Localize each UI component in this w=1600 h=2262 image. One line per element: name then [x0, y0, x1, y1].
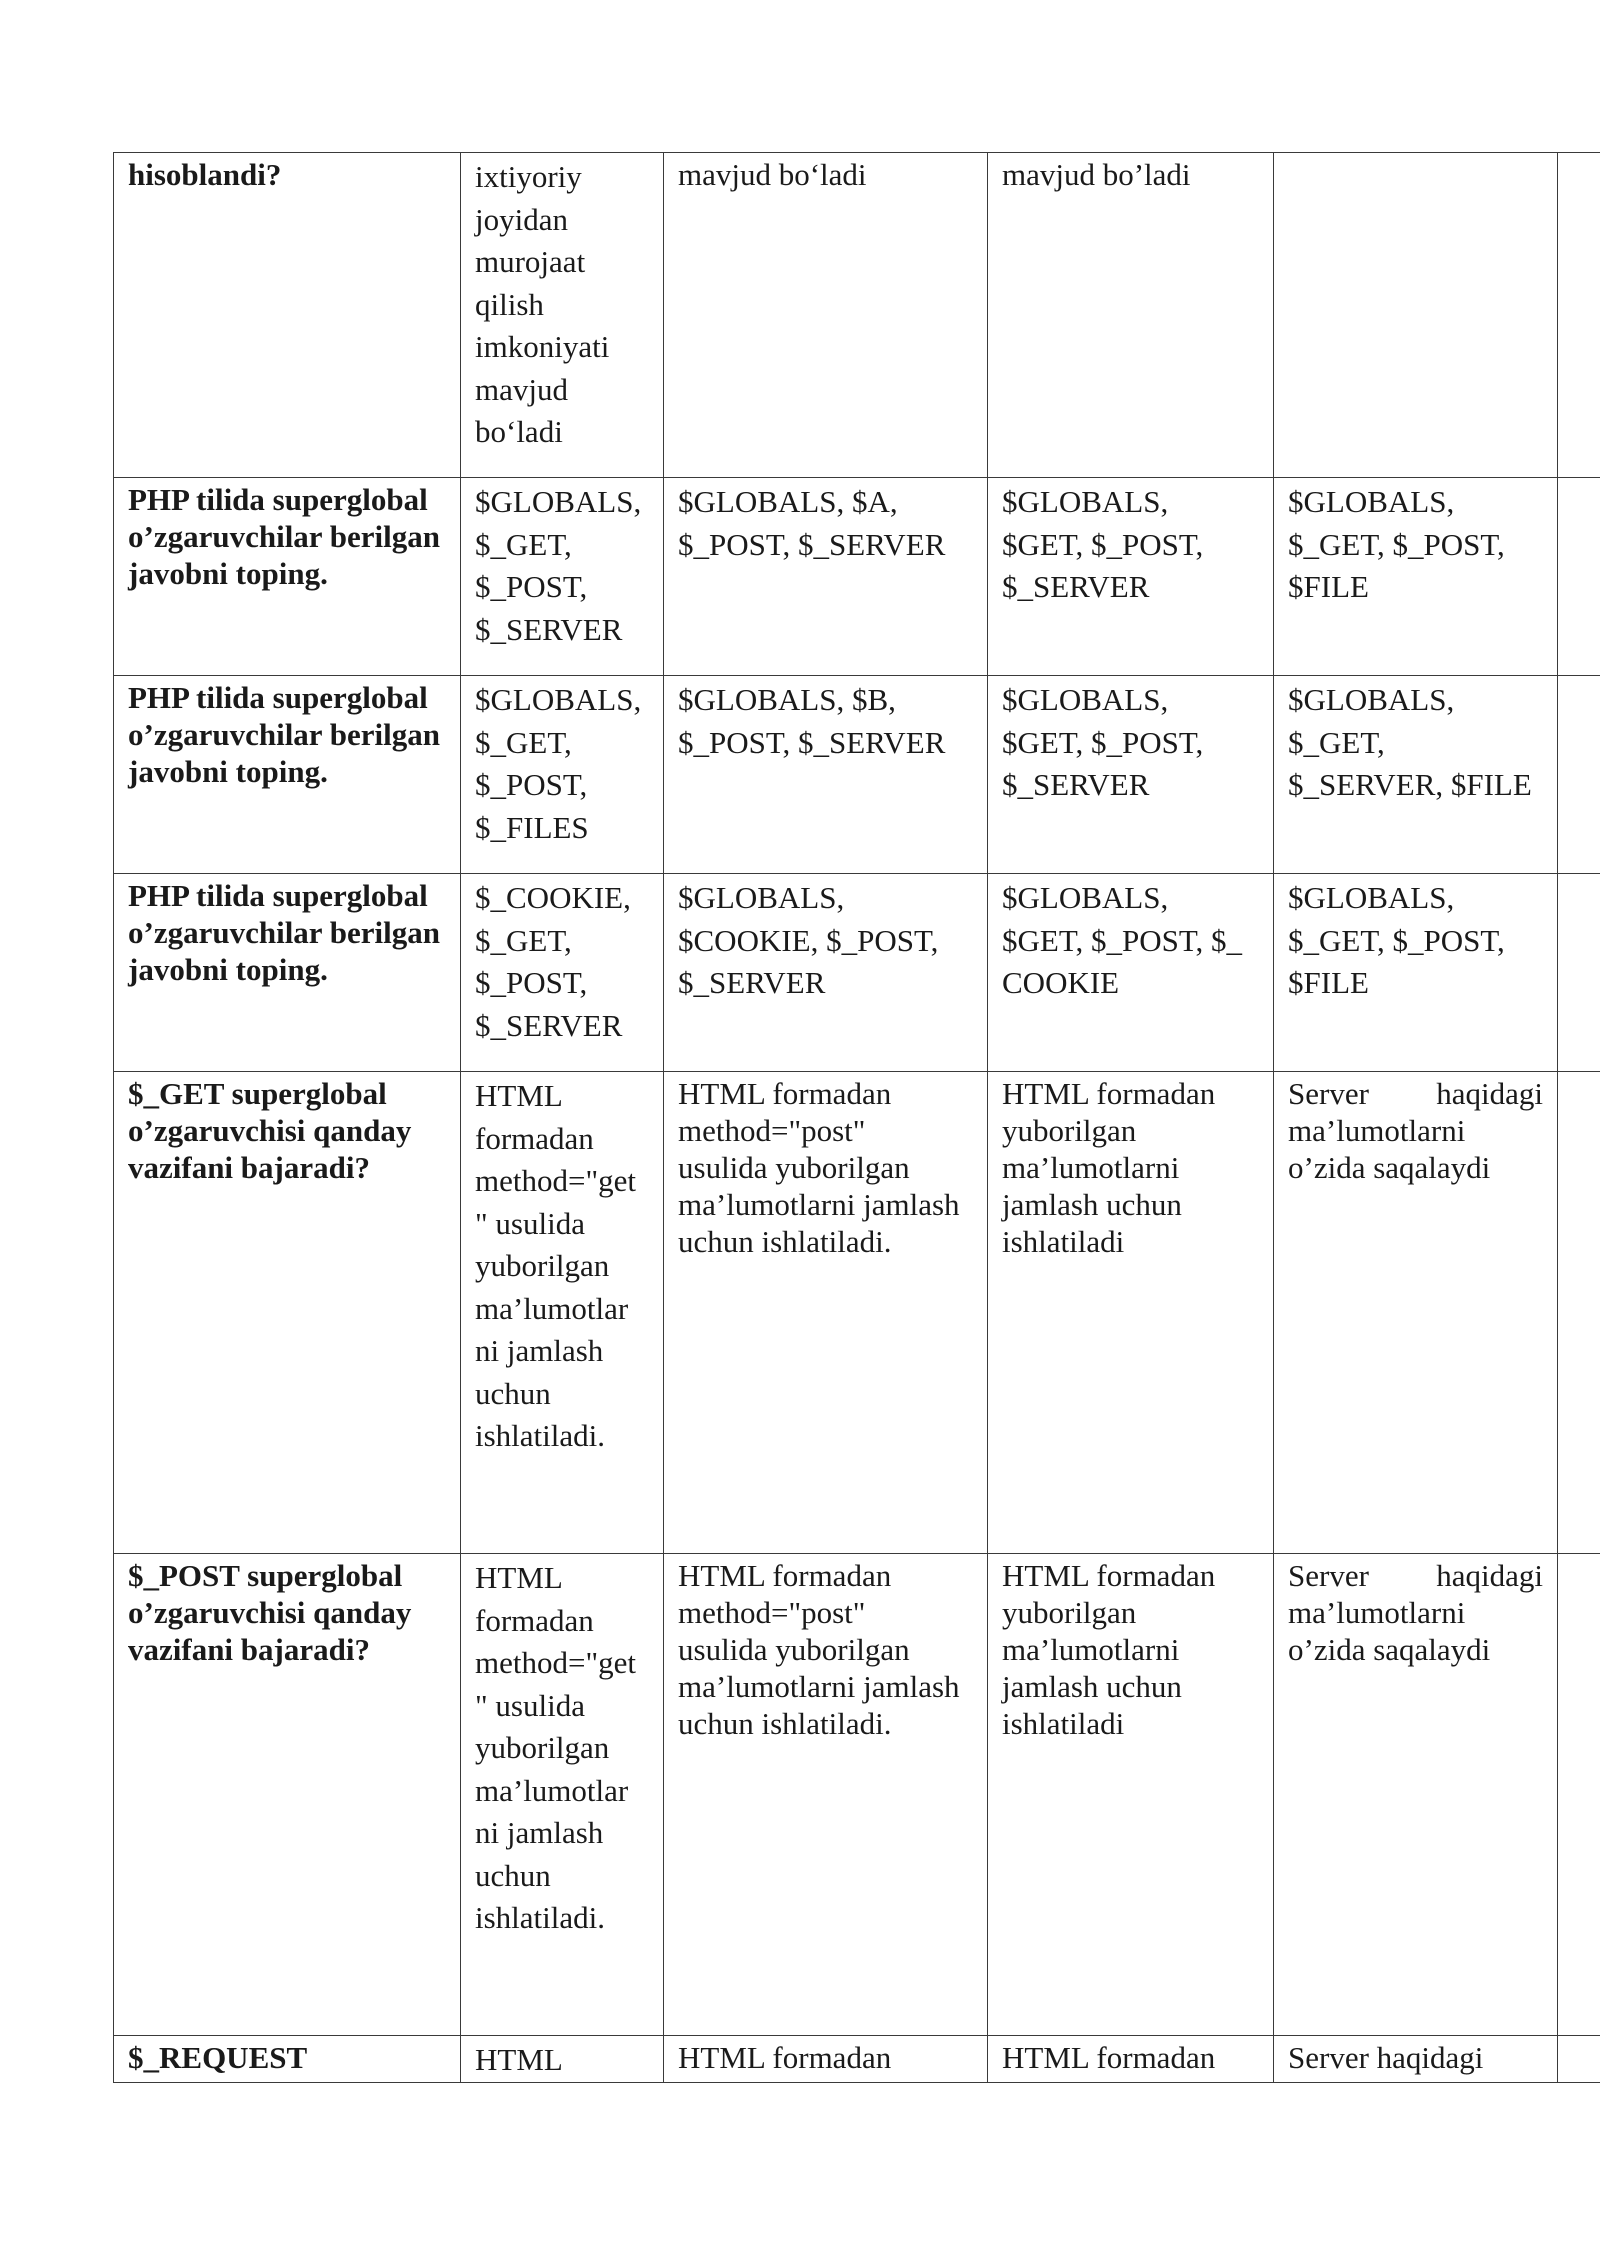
- option-b-cell: HTML formadan method="post" usulida yuborilgan ma’lumotlarni jamlash uchun ishlatiladi.: [664, 1554, 988, 2036]
- option-a-cell: HTML: [461, 2036, 664, 2083]
- question-cell: $_REQUEST: [114, 2036, 461, 2083]
- justified-line: o’zida saqalaydi: [1288, 1150, 1491, 1185]
- option-c-cell: $GLOBALS, $GET, $_POST, $_SERVER: [988, 676, 1274, 874]
- table-row: [114, 874, 1600, 1072]
- table-row: [114, 1554, 1600, 2036]
- option-c-cell: mavjud bo’ladi: [988, 153, 1274, 478]
- question-cell: PHP tilida superglobal o’zgaruvchilar berilgan javobni toping.: [114, 874, 461, 1072]
- option-d-cell: [1274, 1072, 1558, 1554]
- question-cell: $_POST superglobal o’zgaruvchisi qanday vazifani bajaradi?: [114, 1554, 461, 2036]
- blank-cell: [1558, 1072, 1600, 1554]
- justified-line: Server haqidagi: [1288, 1076, 1543, 1111]
- table-row: [114, 1072, 1600, 1554]
- option-c-cell: $GLOBALS, $GET, $_POST, $_SERVER: [988, 478, 1274, 676]
- question-cell: PHP tilida superglobal o’zgaruvchilar berilgan javobni toping.: [114, 478, 461, 676]
- table-row: [114, 676, 1600, 874]
- option-a-cell: $GLOBALS, $_GET, $_POST, $_FILES: [461, 676, 664, 874]
- option-a-cell: HTML formadan method="get " usulida yuborilgan ma’lumotlar ni jamlash uchun ishlatiladi.: [461, 1554, 664, 2036]
- justified-line: ma’lumotlarni: [1288, 1595, 1466, 1630]
- justified-line: Server haqidagi: [1288, 1558, 1543, 1593]
- blank-cell: [1558, 676, 1600, 874]
- option-c-cell: HTML formadan yuborilgan ma’lumotlarni jamlash uchun ishlatiladi: [988, 1072, 1274, 1554]
- option-d-cell: $GLOBALS, $_GET, $_POST, $FILE: [1274, 478, 1558, 676]
- option-d-cell: [1274, 153, 1558, 478]
- table-row: [114, 2036, 1600, 2083]
- option-b-cell: $GLOBALS, $B, $_POST, $_SERVER: [664, 676, 988, 874]
- blank-cell: [1558, 874, 1600, 1072]
- quiz-table: [113, 152, 1600, 2083]
- option-d-cell: $GLOBALS, $_GET, $_POST, $FILE: [1274, 874, 1558, 1072]
- option-b-cell: mavjud bo‘ladi: [664, 153, 988, 478]
- table-row: [114, 153, 1600, 478]
- option-c-cell: HTML formadan yuborilgan ma’lumotlarni jamlash uchun ishlatiladi: [988, 1554, 1274, 2036]
- option-d-cell: [1274, 1554, 1558, 2036]
- option-b-cell: HTML formadan: [664, 2036, 988, 2083]
- option-a-cell: $_COOKIE, $_GET, $_POST, $_SERVER: [461, 874, 664, 1072]
- justified-line: o’zida saqalaydi: [1288, 1632, 1491, 1667]
- option-a-cell: ixtiyoriy joyidan murojaat qilish imkoniyati mavjud bo‘ladi: [461, 153, 664, 478]
- question-cell: $_GET superglobal o’zgaruvchisi qanday vazifani bajaradi?: [114, 1072, 461, 1554]
- option-b-cell: $GLOBALS, $COOKIE, $_POST, $_SERVER: [664, 874, 988, 1072]
- justified-line: ma’lumotlarni: [1288, 1113, 1466, 1148]
- blank-cell: [1558, 478, 1600, 676]
- option-d-cell: $GLOBALS, $_GET, $_SERVER, $FILE: [1274, 676, 1558, 874]
- option-a-cell: HTML formadan method="get " usulida yuborilgan ma’lumotlar ni jamlash uchun ishlatiladi.: [461, 1072, 664, 1554]
- blank-cell: [1558, 2036, 1600, 2083]
- option-b-cell: HTML formadan method="post" usulida yuborilgan ma’lumotlarni jamlash uchun ishlatiladi.: [664, 1072, 988, 1554]
- question-cell: PHP tilida superglobal o’zgaruvchilar berilgan javobni toping.: [114, 676, 461, 874]
- blank-cell: [1558, 153, 1600, 478]
- option-c-cell: HTML formadan: [988, 2036, 1274, 2083]
- blank-cell: [1558, 1554, 1600, 2036]
- option-a-cell: $GLOBALS, $_GET, $_POST, $_SERVER: [461, 478, 664, 676]
- justified-line: Server haqidagi: [1288, 2040, 1484, 2075]
- option-c-cell: $GLOBALS, $GET, $_POST, $_ COOKIE: [988, 874, 1274, 1072]
- table-row: [114, 478, 1600, 676]
- option-b-cell: $GLOBALS, $A, $_POST, $_SERVER: [664, 478, 988, 676]
- question-cell: hisoblandi?: [114, 153, 461, 478]
- option-d-cell: [1274, 2036, 1558, 2083]
